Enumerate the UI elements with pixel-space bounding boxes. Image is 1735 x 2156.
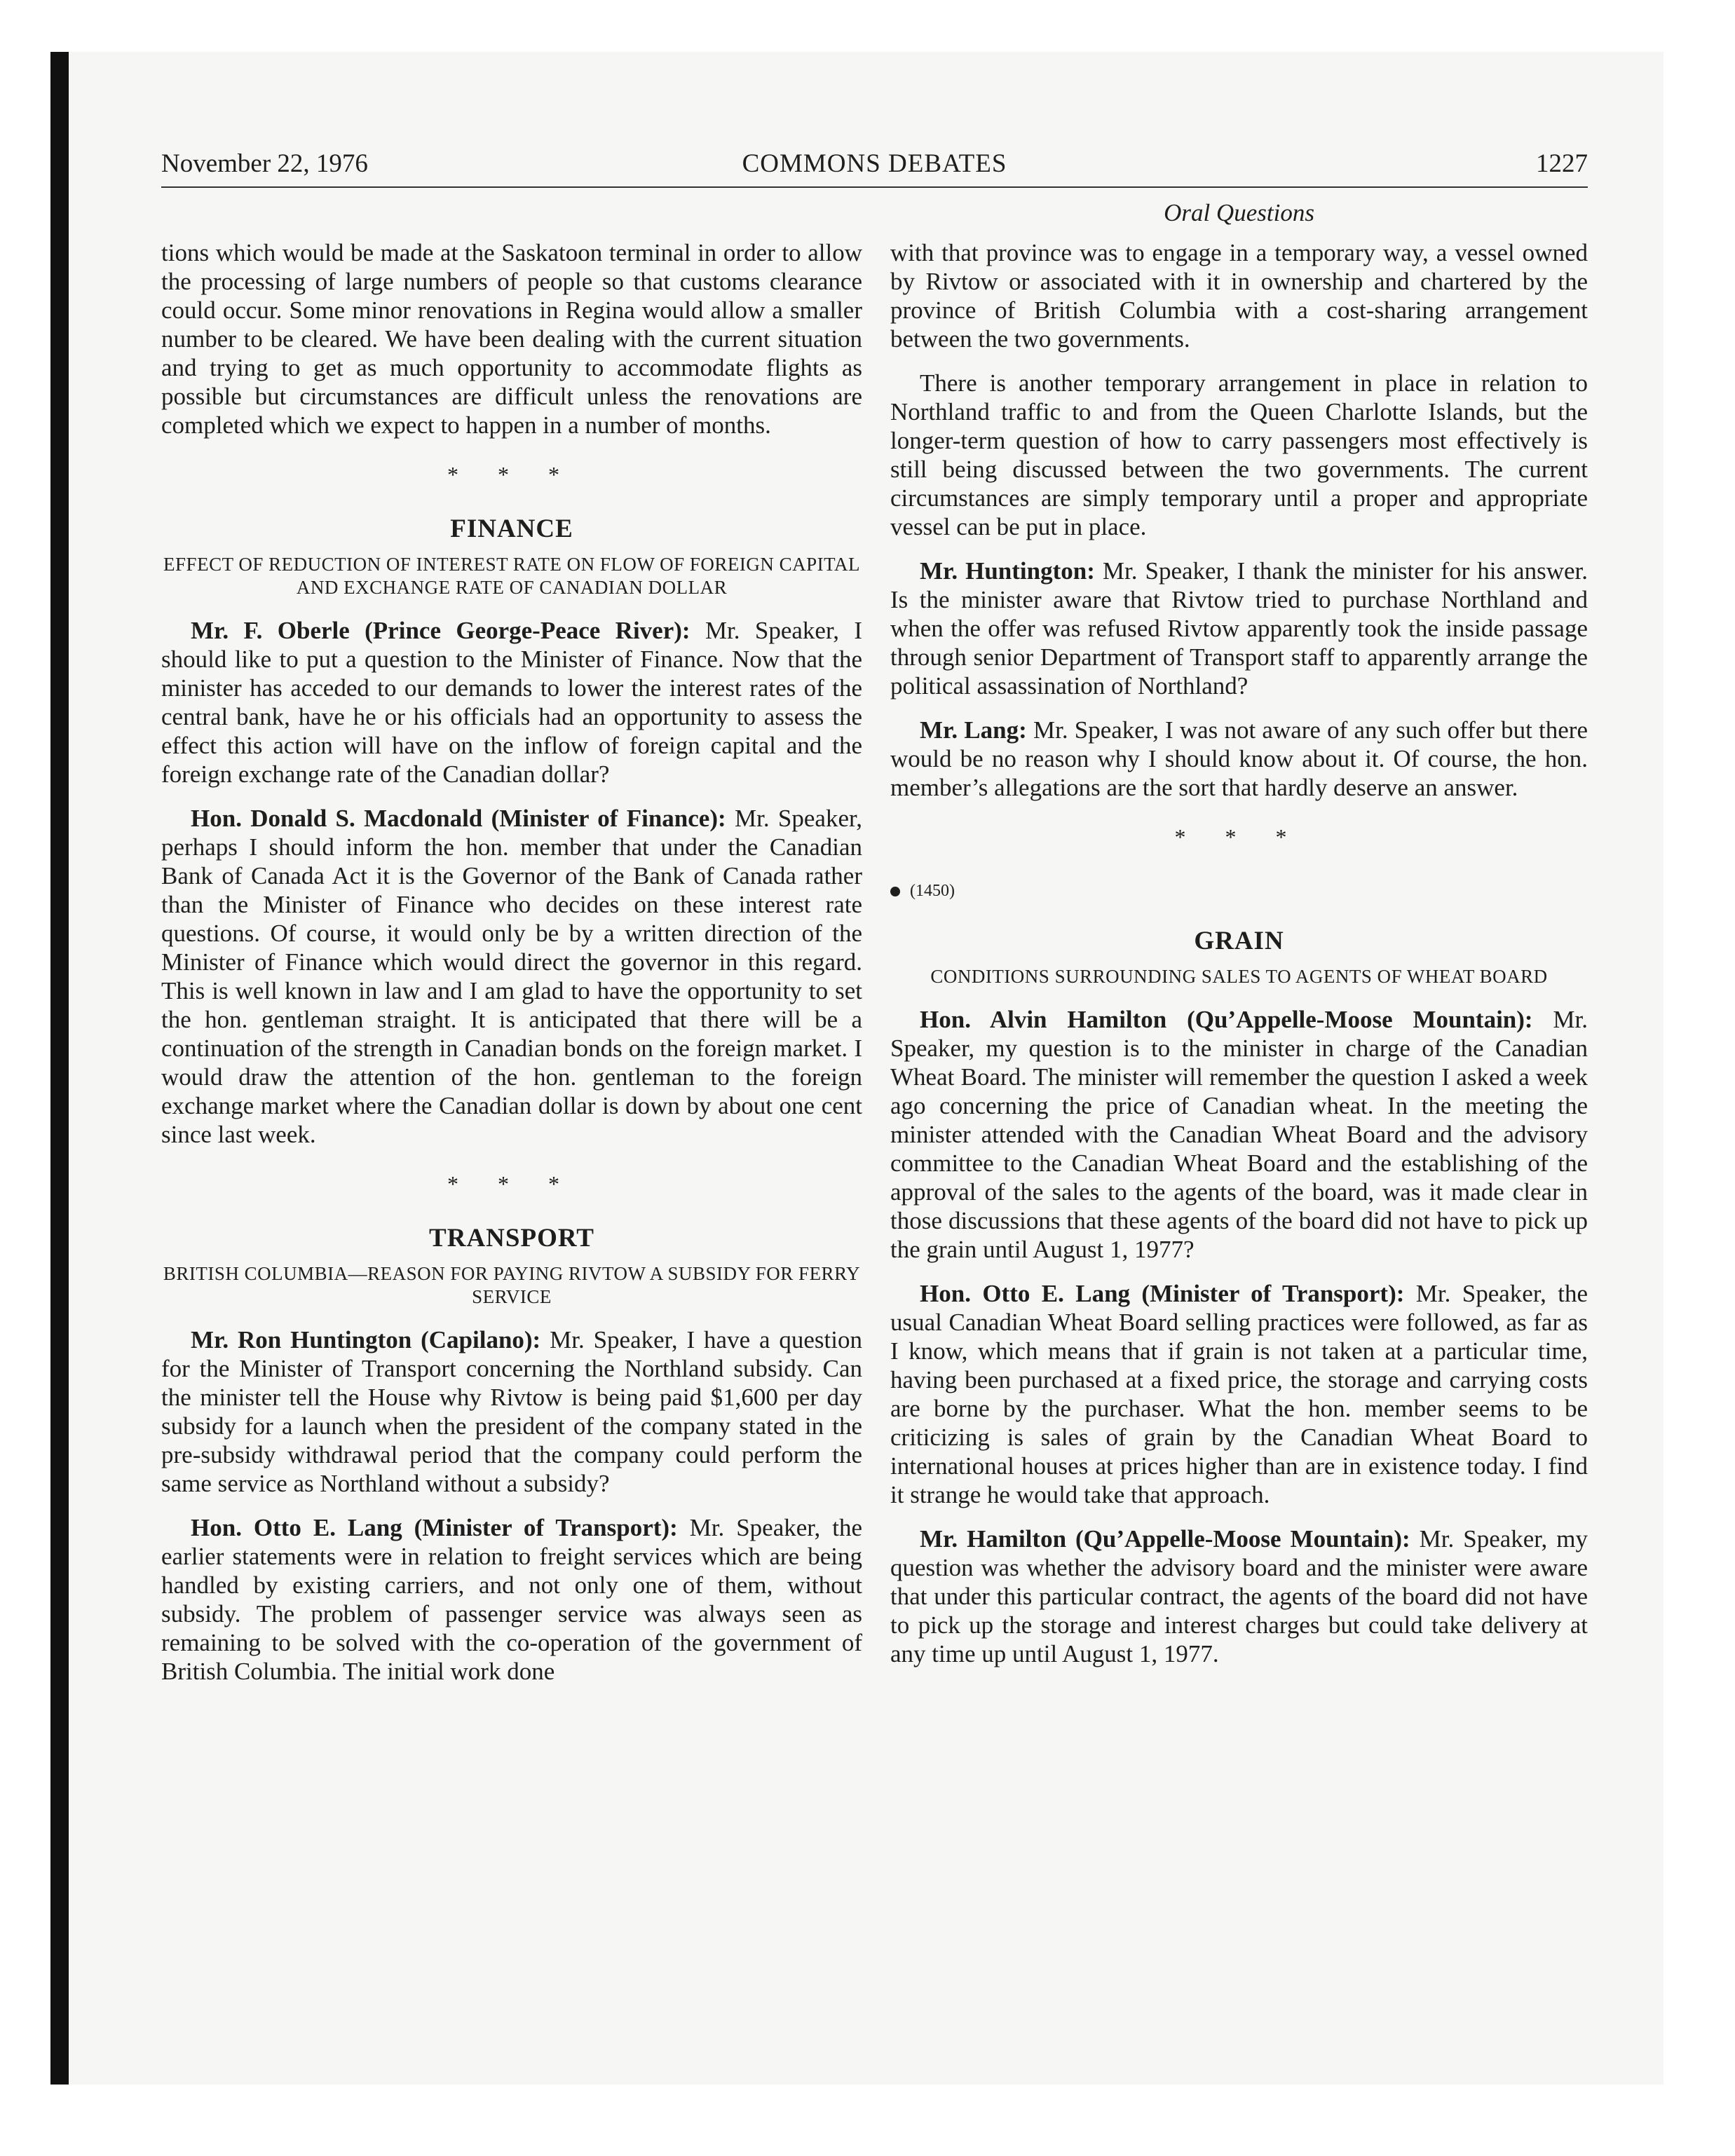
speech — [161, 1325, 862, 1498]
header-title: COMMONS DEBATES — [742, 149, 1007, 178]
speaker-name: Mr. F. Oberle (Prince George-Peace River): — [191, 617, 690, 644]
speech — [161, 1513, 862, 1686]
speech-text: Mr. Speaker, I should like to put a question to the Minister of Finance. Now that the minister has acceded to our demands to lower the interest rates of the central bank, have he or his officials had an opportunity to assess the effect this action will have on the inflow of foreign capital and the foreign exchange rate of the Canadian dollar? — [161, 617, 862, 788]
speech-text: Mr. Speaker, the usual Canadian Wheat Board selling practices were followed, as far as I know, which means that if grain is not taken at a particular time, having been purchased at a fixed price, the storage and carrying costs are borne by the purchaser. What the hon. member seems to be criticizing is sales of grain by the Canadian Wheat Board to international houses at prices higher than are in existence today. I find it strange he would take that approach. — [890, 1280, 1588, 1508]
section-separator: * * * — [447, 462, 576, 487]
speaker-name: Mr. Huntington: — [920, 557, 1095, 585]
section-heading-transport: TRANSPORT — [429, 1224, 594, 1253]
speech-text: Mr. Speaker, I was not aware of any such offer but there would be no reason why I should know about it. Of course, the hon. member’s allegations are the sort that hardly deserve an answer. — [890, 716, 1588, 801]
section-subheading: CONDITIONS SURROUNDING SALES TO AGENTS OF WHEAT BOARD — [930, 966, 1548, 987]
running-head: Oral Questions — [1164, 199, 1314, 226]
bullet-dot-icon — [890, 887, 900, 896]
speech — [890, 1279, 1588, 1509]
speech — [161, 616, 862, 789]
section-separator: * * * — [447, 1171, 576, 1196]
timestamp — [890, 877, 1588, 906]
speaker-name: Hon. Otto E. Lang (Minister of Transport): — [920, 1280, 1405, 1307]
scan-edge — [50, 52, 69, 2085]
paragraph: tions which would be made at the Saskatoon terminal in order to allow the processing of large numbers of people so that customs clearance could occur. Some minor renovations in Regina would allow a smaller number to be cleared. We have been dealing with the current situation and trying to get as much opportunity to accommodate flights as possible but circumstances are difficult unless the renovations are completed which we expect to happen in a number of months. — [161, 239, 862, 439]
header-page-number: 1227 — [1536, 149, 1588, 178]
speaker-name: Hon. Alvin Hamilton (Qu’Appelle-Moose Mountain): — [920, 1006, 1533, 1033]
speaker-name: Hon. Donald S. Macdonald (Minister of Finance): — [191, 805, 726, 832]
paragraph: There is another temporary arrangement in place in relation to Northland traffic to and from the Queen Charlotte Islands, but the longer-term question of how to carry passengers most effectively is still being discussed between the two governments. The current circumstances are simply temporary until a proper and appropriate vessel can be put in place. — [890, 369, 1588, 540]
speech-text: Mr. Speaker, my question is to the minister in charge of the Canadian Wheat Board. The minister will remember the question I asked a week ago concerning the price of Canadian wheat. In the meeting the minister attended with the Canadian Wheat Board and the advisory committee to the Canadian Wheat Board and the establishing of the approval of the sales to the agents of the board, was it made clear in those discussions that these agents of the board did not have to pick up the grain until August 1, 1977? — [890, 1006, 1588, 1263]
speaker-name: Mr. Hamilton (Qu’Appelle-Moose Mountain): — [920, 1525, 1410, 1553]
right-column — [890, 238, 1588, 1684]
speech — [890, 1005, 1588, 1264]
speech-text: Mr. Speaker, the earlier statements were in relation to freight services which are being handled by existing carriers, and not only one of them, without subsidy. The problem of passenger service was always seen as remaining to be solved with the co-operation of the government of British Columbia. The initial work done — [161, 1514, 862, 1685]
speech — [890, 557, 1588, 700]
speech-text: Mr. Speaker, I thank the minister for his answer. Is the minister aware that Rivtow tried to purchase Northland and when the offer was refused Rivtow apparently took the inside passage through senior Department of Transport staff to apparently arrange the political assassination of Northland? — [890, 557, 1588, 700]
speech — [161, 804, 862, 1149]
header-date: November 22, 1976 — [161, 149, 368, 178]
speaker-name: Hon. Otto E. Lang (Minister of Transport): — [191, 1514, 678, 1541]
page-header — [161, 147, 1588, 188]
speech-text: Mr. Speaker, I have a question for the Minister of Transport concerning the Northland subsidy. Can the minister tell the House why Rivtow is being paid $1,600 per day subsidy for a launch when the president of the company stated in the pre-subsidy withdrawal period that the company could perform the same service as Northland without a subsidy? — [161, 1326, 862, 1497]
speech-text: Mr. Speaker, perhaps I should inform the hon. member that under the Canadian Bank of Canada Act it is the Governor of the Bank of Canada rather than the Minister of Finance who decides on these interest rate questions. Of course, it would only be by a written direction of the Minister of Finance which would direct the governor in this regard. This is well known in law and I am glad to have the opportunity to set the hon. gentleman straight. It is anticipated that there will be a continuation of the strength in Canadian bonds on the foreign market. I would draw the attention of the hon. gentleman to the foreign exchange market where the Canadian dollar is down by about one cent since last week. — [161, 805, 862, 1148]
speech-text: Mr. Speaker, my question was whether the advisory board and the minister were aware that under this particular contract, the agents of the board did not have to pick up the storage and interest charges but could take delivery at any time up until August 1, 1977. — [890, 1525, 1588, 1667]
section-subheading: BRITISH COLUMBIA—REASON FOR PAYING RIVTOW A SUBSIDY FOR FERRY SERVICE — [163, 1263, 861, 1307]
paragraph: with that province was to engage in a temporary way, a vessel owned by Rivtow or associated with it in ownership and chartered by the province of British Columbia with a cost-sharing arrangement between the two governments. — [890, 239, 1588, 353]
speech — [890, 716, 1588, 802]
section-subheading: EFFECT OF REDUCTION OF INTEREST RATE ON FLOW OF FOREIGN CAPITAL AND EXCHANGE RATE OF CANADIAN DOLLAR — [163, 554, 860, 598]
speaker-name: Mr. Lang: — [920, 716, 1027, 744]
left-column — [161, 238, 862, 1701]
speech — [890, 1524, 1588, 1668]
speaker-name: Mr. Ron Huntington (Capilano): — [191, 1326, 541, 1353]
section-heading-grain: GRAIN — [1194, 927, 1284, 955]
section-heading-finance: FINANCE — [450, 514, 573, 543]
timestamp-text: (1450) — [910, 882, 955, 900]
section-separator: * * * — [1174, 824, 1304, 850]
